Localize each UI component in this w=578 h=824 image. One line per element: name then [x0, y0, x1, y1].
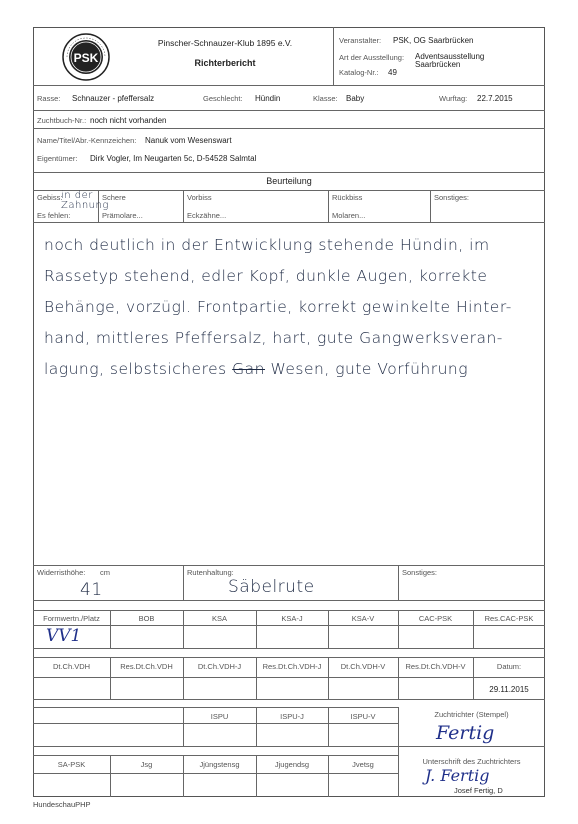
- stempel-handwritten: Fertig: [436, 722, 495, 744]
- ruten-value: Säbelrute: [228, 577, 315, 597]
- zuchtbuch-value: noch nicht vorhanden: [90, 116, 167, 125]
- award-jjugendsg-label: Jjugendsg: [274, 760, 310, 769]
- sonstiges-label: Sonstiges:: [434, 193, 470, 202]
- award-jsg-label: Jsg: [140, 760, 153, 769]
- judge-signature: J. Fertig: [425, 766, 490, 785]
- beurteilung-title: Beurteilung: [266, 176, 312, 186]
- wurftag-value: 22.7.2015: [477, 94, 513, 103]
- club-seal-icon: [62, 33, 110, 81]
- zuchtbuch-label: Zuchtbuch-Nr.:: [37, 116, 87, 125]
- award-jjuengstensg-label: Jjüngstensg: [199, 760, 240, 769]
- katalog-label: Katalog-Nr.:: [339, 68, 379, 77]
- evaluation-line-start: lagung, selbstsicheres: [44, 360, 227, 378]
- rueckbiss-label: Rückbiss: [332, 193, 363, 202]
- award-cac-psk-label: CAC-PSK: [418, 614, 453, 623]
- evaluation-line: [44, 354, 544, 385]
- award-sa-psk-label: SA-PSK: [57, 760, 86, 769]
- veranstalter-value: PSK, OG Saarbrücken: [393, 36, 474, 45]
- rasse-value: Schnauzer - pfeffersalz: [72, 94, 155, 103]
- award-ispu-v-label: ISPU-V: [350, 712, 376, 721]
- evaluation-line: Behänge, vorzügl. Frontpartie, korrekt gewinkelte Hinter-: [44, 298, 512, 316]
- datum-value: 29.11.2015: [489, 685, 529, 694]
- evaluation-line: Rassetyp stehend, edler Kopf, dunkle Augen, korrekte: [44, 267, 488, 285]
- award-ispu-j-label: ISPU-J: [280, 712, 304, 721]
- art-label: Art der Ausstellung:: [339, 53, 405, 62]
- name-value: Nanuk vom Wesenswart: [145, 136, 232, 145]
- klasse-label: Klasse:: [313, 94, 338, 103]
- art-value-2: Saarbrücken: [415, 60, 461, 69]
- datum-label: Datum:: [496, 662, 522, 671]
- vorbiss-label: Vorbiss: [187, 193, 212, 202]
- struck-word: Gan: [232, 360, 266, 378]
- judge-name: Josef Fertig, D: [454, 786, 503, 795]
- praemolare-label: Prämolare...: [102, 211, 143, 220]
- evaluation-line-end: Wesen, gute Vorführung: [270, 360, 469, 378]
- evaluation-text: [44, 230, 544, 385]
- evaluation-line: noch deutlich in der Entwicklung stehende Hündin, im: [44, 236, 490, 254]
- name-label: Name/Titel/Abr.-Kennzeichen:: [37, 136, 137, 145]
- gebiss-handwritten: in der Zahnung: [61, 190, 109, 211]
- wurftag-label: Wurftag:: [439, 94, 468, 103]
- eigentuemer-value: Dirk Vogler, Im Neugarten 5c, D-54528 Salmtal: [90, 154, 257, 163]
- evaluation-line: hand, mittleres Pfeffersalz, hart, gute Gangwerksveran-: [44, 329, 503, 347]
- award-res-cac-psk-label: Res.CAC-PSK: [484, 614, 534, 623]
- report-title: Richterbericht: [194, 58, 256, 68]
- award-bob-label: BOB: [138, 614, 155, 623]
- eckzaehne-label: Eckzähne...: [187, 211, 227, 220]
- art-value-1: Adventsausstellung: [415, 52, 485, 61]
- rasse-label: Rasse:: [37, 94, 61, 103]
- award-res-dt-ch-vdh-v-label: Res.Dt.Ch.VDH-V: [405, 662, 466, 671]
- award-dt-ch-vdh-v-label: Dt.Ch.VDH-V: [340, 662, 386, 671]
- award-ispu-label: ISPU: [210, 712, 229, 721]
- widerrist-label: Widerristhöhe:: [37, 568, 86, 577]
- award-ksa-label: KSA: [211, 614, 227, 623]
- award-res-dt-ch-vdh-j-label: Res.Dt.Ch.VDH-J: [262, 662, 322, 671]
- formwert-value: VV1: [46, 626, 82, 646]
- schere-label: Schere: [102, 193, 126, 202]
- ruten-label: Rutenhaltung:: [187, 568, 234, 577]
- geschlecht-label: Geschlecht:: [203, 94, 243, 103]
- geschlecht-value: Hündin: [255, 94, 281, 103]
- stempel-label: Zuchtrichter (Stempel): [434, 710, 509, 719]
- klasse-value: Baby: [346, 94, 365, 103]
- es-fehlen-label: Es fehlen:: [37, 211, 71, 220]
- measures-sonstiges-label: Sonstiges:: [402, 568, 438, 577]
- svg-text:PSK: PSK: [73, 51, 99, 65]
- award-dt-ch-vdh-label: Dt.Ch.VDH: [52, 662, 91, 671]
- award-ksa-v-label: KSA-V: [351, 614, 375, 623]
- gebiss-label: Gebiss:: [37, 193, 63, 202]
- eigentuemer-label: Eigentümer:: [37, 154, 78, 163]
- widerrist-unit: cm: [100, 568, 110, 577]
- award-ksa-j-label: KSA-J: [281, 614, 303, 623]
- katalog-value: 49: [388, 68, 397, 77]
- veranstalter-label: Veranstalter:: [339, 36, 382, 45]
- widerrist-value: 41: [80, 580, 103, 600]
- award-res-dt-ch-vdh-label: Res.Dt.Ch.VDH: [120, 662, 173, 671]
- unterschrift-label: Unterschrift des Zuchtrichters: [422, 757, 521, 766]
- club-logo: [62, 33, 110, 81]
- molaren-label: Molaren...: [332, 211, 366, 220]
- award-jvetsg-label: Jvetsg: [352, 760, 374, 769]
- award-dt-ch-vdh-j-label: Dt.Ch.VDH-J: [197, 662, 242, 671]
- club-name: Pinscher-Schnauzer-Klub 1895 e.V.: [157, 38, 293, 48]
- footer-text: HundeschauPHP: [33, 800, 91, 809]
- award-formwert-label: Formwertn./Platz: [43, 614, 100, 623]
